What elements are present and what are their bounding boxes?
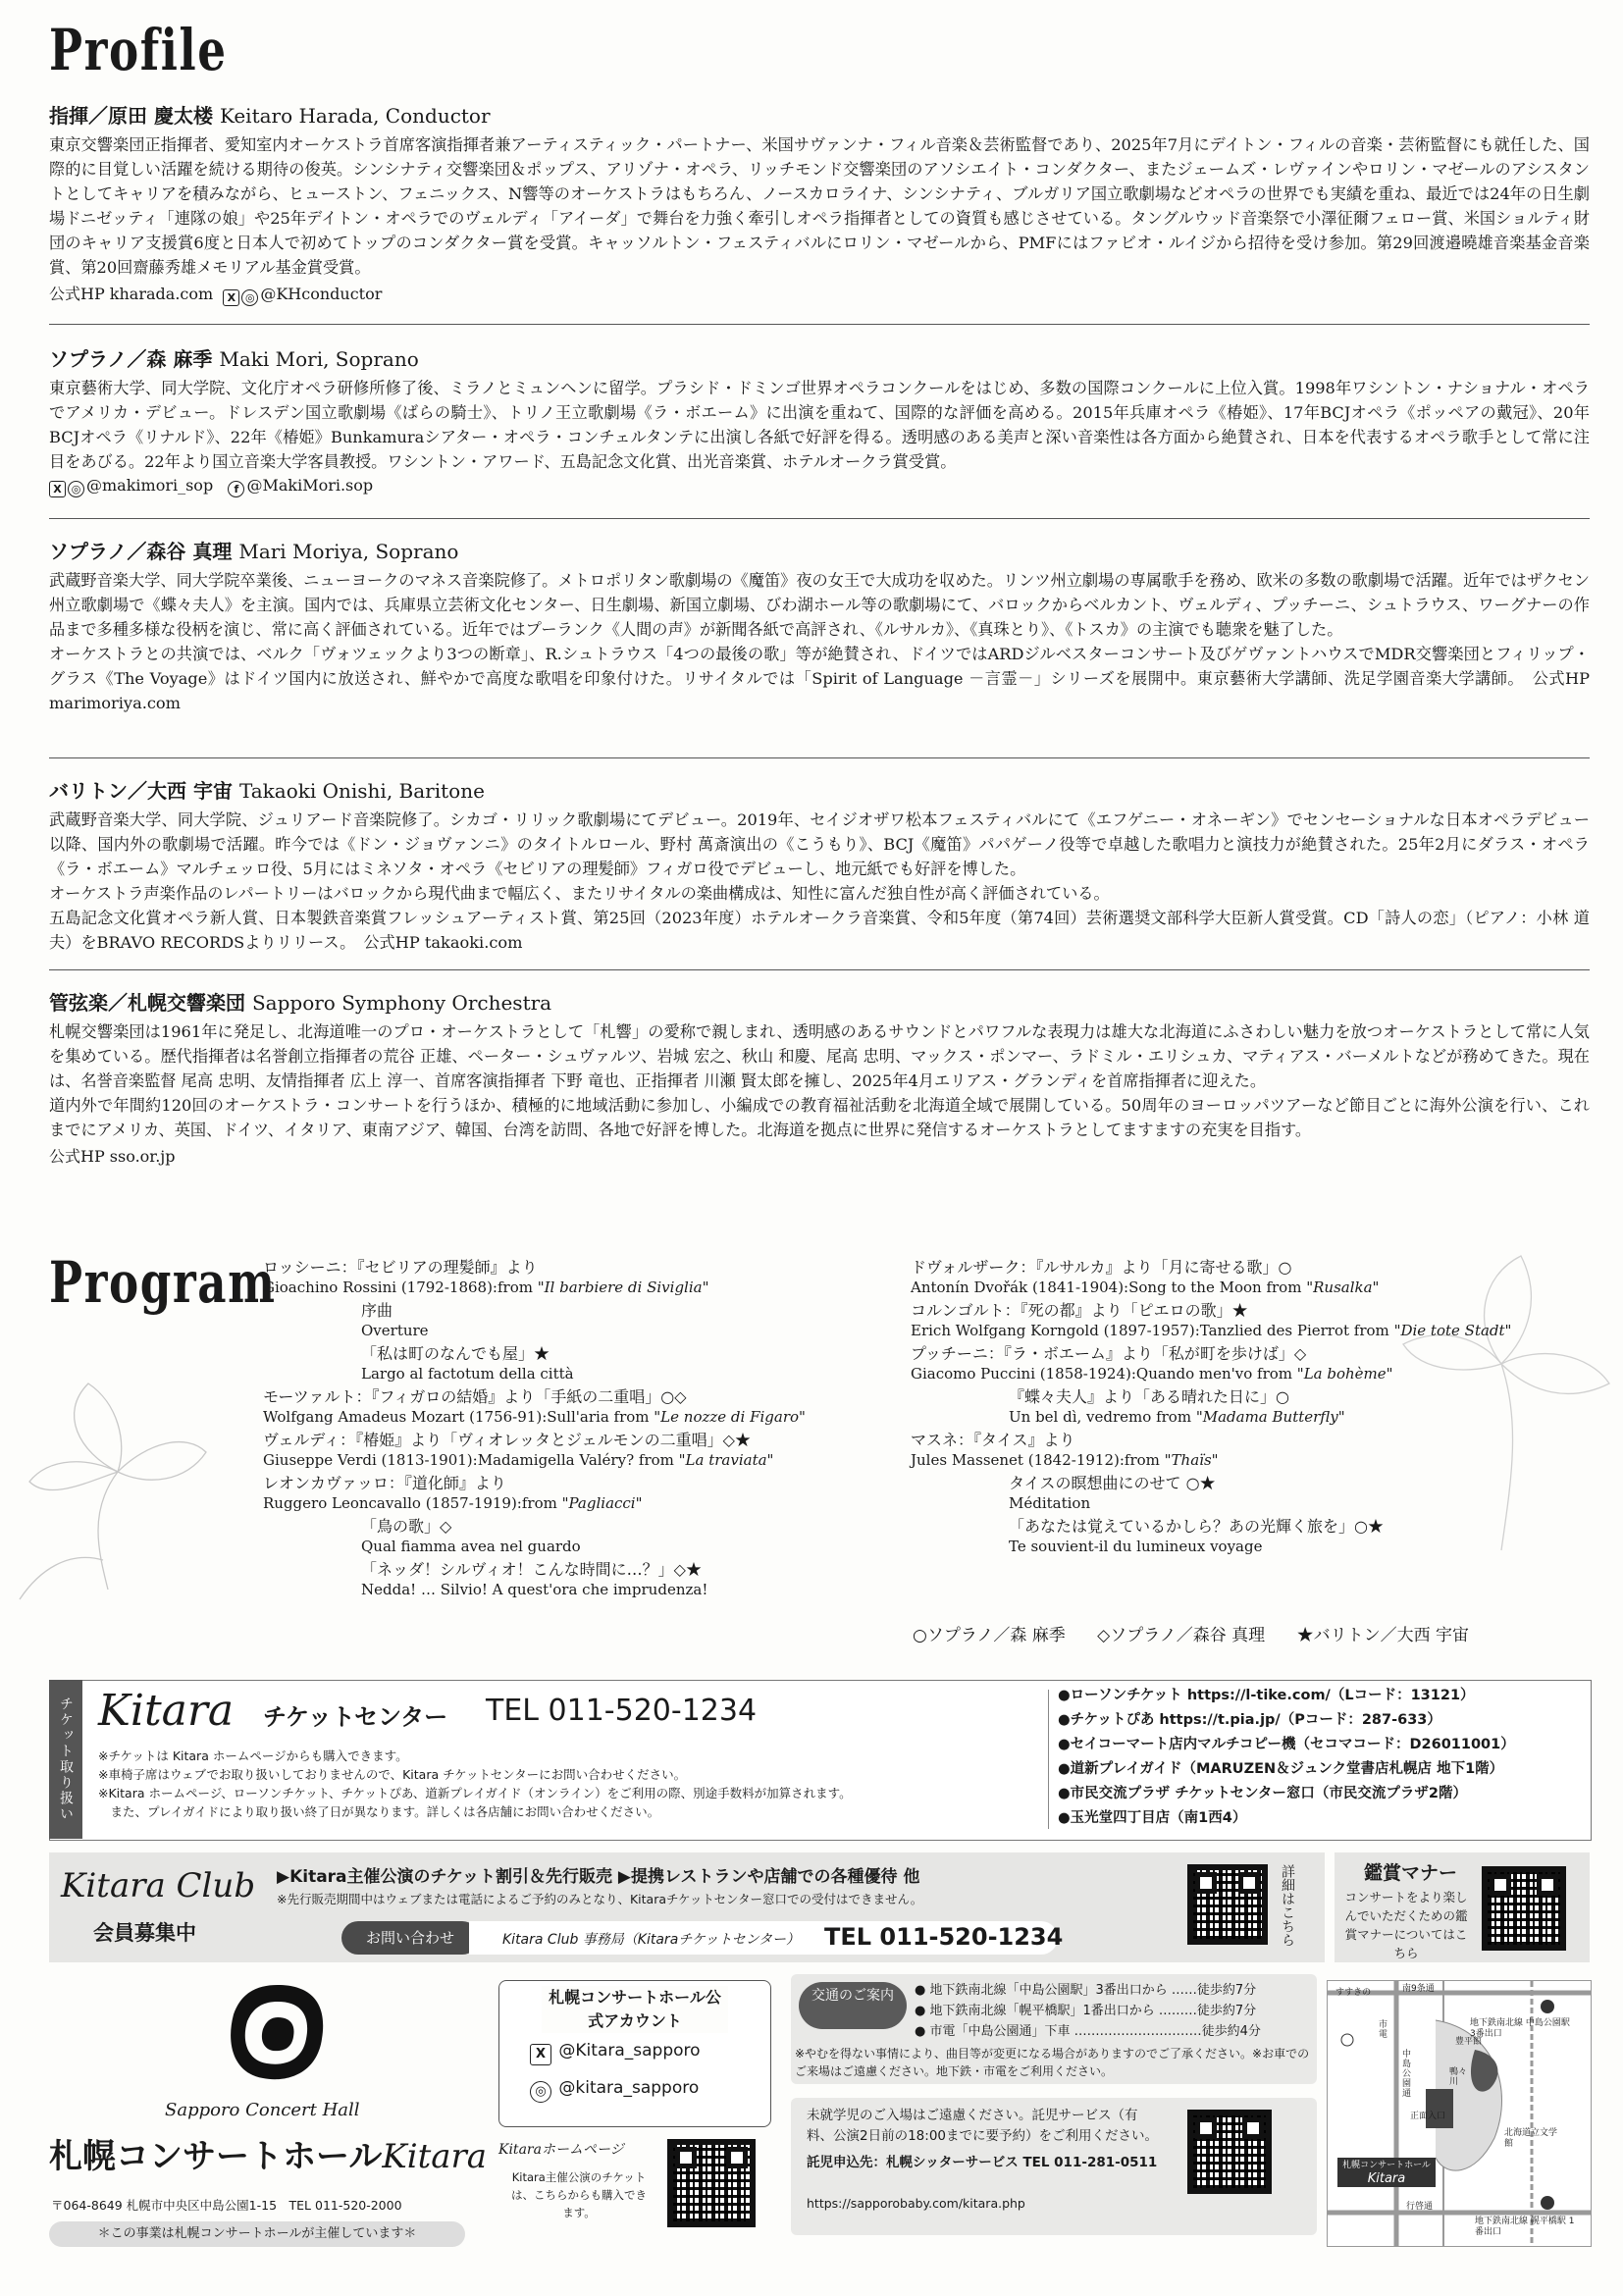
map-hall-logo: Kitara [1367,2171,1406,2186]
program-item [911,1517,1539,1556]
outlet-item: ●道新プレイガイド（MARUZEN＆ジュンク堂書店札幌店 地下1階） [1058,1761,1504,1777]
program-item-en [263,1493,891,1513]
ticket-note: また、プレイガイドにより取り扱い終了日が異なります。詳しくは各店舗にお問い合わせください。 [98,1804,660,1819]
program-item-jp: 「鳥の歌」◇ [361,1517,452,1536]
program-item [263,1560,891,1599]
ticket-note: ※チケットは Kitara ホームページからも購入できます。 [98,1748,408,1763]
program-item [911,1474,1539,1513]
profile-body: 武蔵野音楽大学、同大学院、ジュリアード音楽院修了。シカゴ・リリック歌劇場にてデビュー。2019年、セイジオザワ松本フェスティバルにて《エフゲニー・オネーギン》でセンセーショナルな日本オペラデビュー以降、国内外の歌劇場で活躍。昨今では《ドン・ジョヴァンニ》のタイトルロール、野村 萬斎演出の《こうもり》、BCJ《魔笛》パパゲーノ役等で卓越した歌唱力と演技力が絶賛された。25年2月にダラス・オペラ《ラ・ボエーム》マルチェッロ役、5月にはミネソタ・オペラ《セビリアの理髪師》フィガロ役でデビューし、地元紙でも好評を博した。 [49,810,1590,878]
program-item-en [361,1364,891,1383]
profile-soprano-moriya [49,536,1590,715]
ticket-outlets [1058,1684,1588,1831]
outlet-item: ●玉光堂四丁目店（南1西4） [1058,1810,1247,1826]
profile-title-jp: ソプラノ／森谷 真理 [49,540,233,563]
program-item [263,1344,891,1383]
sns-hp-label: Kitaraホームページ [498,2142,624,2158]
map-label: 鴨々川 [1449,2067,1468,2087]
profile-title-en: Takaoki Onishi, Baritone [238,779,485,803]
program-item-en-text: Giacomo Puccini (1858-1924):Quando men'vo from [911,1365,1297,1383]
club-benefits: ▶Kitara主催公演のチケット割引＆先行販売 ▶提携レストランや店舗での各種優待 他 [277,1867,920,1887]
program-item [263,1258,891,1297]
ticket-note: ※Kitara ホームページ、ローソンチケット、チケットぴあ、道新プレイガイド（オンライン）をご利用の際、別途手数料が加算されます。 [98,1786,852,1800]
program-item [263,1301,891,1340]
program-item-en-text: Te souvient-il du lumineux voyage [1009,1538,1263,1555]
divider [49,324,1590,325]
performer-legend [913,1621,1469,1645]
profile-title-jp: 指揮／原田 慶太楼 [49,104,213,128]
access-label: 交通のご案内 [799,1982,907,2029]
program-item-jp: レオンカヴァッロ：『道化師』より [263,1474,506,1492]
program-item-en-text: Antonín Dvořák (1841-1904):Song to the Moon from [911,1278,1307,1296]
club-qr-code[interactable] [1187,1864,1268,1945]
program-item-en-text: Gioachino Rossini (1792-1868):from [263,1278,538,1296]
x-icon: X [49,481,66,497]
x-icon: X [223,289,239,306]
sns-title: 札幌コンサートホール公式アカウント [542,1986,728,2033]
club-tel[interactable]: TEL 011-520-1234 [824,1923,1064,1951]
program-item-jp: マスネ：『タイス』より [911,1431,1075,1449]
map-label: 北海道立文学館 [1504,2128,1558,2149]
outlet-item[interactable]: ●チケットぴあ https://t.pia.jp/（Pコード：287-633） [1058,1712,1441,1728]
map-label: 地下鉄南北線 幌平橋駅 1番出口 [1475,2217,1575,2237]
map-label: 豊平館 [1455,2037,1483,2047]
ticket-side-label: チケット取り扱い [49,1680,82,1839]
program-item-en-text: Largo al factotum della città [361,1365,574,1383]
profile-body-2: オーケストラ声楽作品のレパートリーはバロックから現代曲まで幅広く、またリサイタルの楽曲構成は、知性に富んだ独自性が高く評価されている。 [49,884,1110,903]
sns-x-handle[interactable]: @Kitara_sapporo [558,2041,701,2061]
program-item-en-text: Giuseppe Verdi (1813-1901):Madamigella Valéry? from [263,1451,679,1469]
access-note: ※やむを得ない事情により、曲目等が変更になる場合がありますのでご了承ください。※お車でのご来場はご遠慮ください。地下鉄・市電をご利用ください。 [795,2047,1310,2078]
program-heading: Program [49,1249,277,1316]
program-item-en-text: Erich Wolfgang Korngold (1897-1957):Tanzlied des Pierrot from [911,1322,1394,1339]
program-item-opera-title: "La bohème" [1296,1365,1393,1383]
divider [1048,1690,1049,1829]
instagram-icon: ◎ [68,481,84,497]
access-line: ● 市電「中島公園通」下車 …………………………徒歩約4分 [915,2024,1261,2039]
divider [49,757,1590,758]
program-item-opera-title: "Le nozze di Figaro" [654,1408,806,1426]
access-map [1327,1980,1592,2247]
access-lines [915,1980,1307,2042]
profile-conductor [49,100,1590,306]
program-item [911,1344,1539,1383]
program-item-en [1009,1493,1539,1513]
program-item-jp: 『蝶々夫人』より「ある晴れた日に」○ [1009,1387,1289,1406]
program-item-en-text: Ruggero Leoncavallo (1857-1919):from [263,1494,562,1512]
program-item-jp: コルンゴルト：『死の都』より「ピエロの歌」★ [911,1301,1248,1320]
program-item-en [911,1278,1539,1297]
profile-title-jp: ソプラノ／森 麻季 [49,347,213,371]
instagram-icon: ◎ [241,289,258,306]
program-item-jp: ヴェルディ：『椿姫』より「ヴィオレッタとジェルモンの二重唱」◇★ [263,1431,751,1449]
program-item-en-text: Méditation [1009,1494,1091,1512]
program-item-en [1009,1537,1539,1556]
hall-address: 〒064-8649 札幌市中央区中島公園1-15 TEL 011-520-2000 [51,2198,402,2213]
social-handle[interactable]: @KHconductor [260,285,383,303]
profile-title-en: Maki Mori, Soprano [219,347,419,371]
homepage-link[interactable]: 公式HP kharada.com [49,285,214,303]
map-label: 正面入口 [1410,2112,1446,2121]
program-item-en-text: Overture [361,1322,429,1339]
divider [49,518,1590,519]
program-item-jp: 序曲 [361,1301,393,1320]
sns-hp-note: Kitara主催公演のチケットは、こちらからも購入できます。 [511,2170,647,2219]
profile-heading: Profile [49,17,228,83]
ticket-note: ※車椅子席はウェブでお取り扱いしておりませんので、Kitara チケットセンターにお問い合わせください。 [98,1767,687,1782]
program-right-column [911,1258,1539,1560]
program-item [911,1387,1539,1427]
facebook-icon: f [228,481,244,497]
map-label: 地下鉄南北線 中島公園駅 3番出口 [1470,2018,1570,2039]
social-handle[interactable]: @makimori_sop [86,476,214,495]
program-item-jp: タイスの瞑想曲にのせて ○★ [1009,1474,1216,1492]
kitara-logo: Kitara [98,1686,235,1736]
manner-qr-code[interactable] [1482,1866,1566,1951]
program-item-en [361,1537,891,1556]
program-item-en-text: Un bel dì, vedremo from [1009,1408,1196,1426]
hall-name-jp: 札幌コンサートホール [49,2137,383,2176]
outlet-item: ●市民交流プラザ チケットセンター窓口（市民交流プラザ2階） [1058,1786,1467,1801]
childcare-qr-code[interactable] [1187,2110,1272,2194]
profile-body: 東京交響楽団正指揮者、愛知室内オーケストラ首席客演指揮者兼アーティスティック・パートナー、米国サヴァンナ・フィル音楽＆芸術監督であり、2025年7月にデイトン・フィルの音楽・芸術監督にも就任した、国際的に目覚しい活躍を続ける期待の俊英。シンシナティ交響楽団＆ポップス、アリゾナ・オペラ、リッチモンド交響楽団のアソシエイト・コンダクター、またジェームズ・レヴァインやロリン・マゼールのアシスタントとしてキャリアを積みながら、ヒューストン、フェニックス、N響等のオーケストラはもちろん、ノースカロライナ、シンシナティ、ブルガリア国立歌劇場などオペラの世界でも実績を重ね、最近では24年の日生劇場ドニゼッティ「連隊の娘」や25年デイトン・オペラでのヴェルディ「アイーダ」で舞台を力強く牽引しオペラ指揮者としての資質も感じさせている。タングルウッド音楽祭で小澤征爾フェロー賞、米国ショルティ財団のキャリア支援賞6度と日本人で初めてトップのコンダクター賞を受賞。キャッソルトン・フェスティバルにロリン・マゼールから、PMFにはファビオ・ルイジから招待を受け参加。第29回渡邉曉雄音楽基金音楽賞、第20回齋藤秀雄メモリアル基金賞受賞。 [49,135,1590,277]
club-detail-label: 詳細はこちら [1280,1864,1295,1947]
profile-orchestra [49,987,1590,1167]
program-item-jp: 「ネッダ！シルヴィオ！こんな時間に…？」◇★ [361,1560,702,1579]
childcare-url[interactable]: https://sapporobaby.com/kitara.php [807,2196,1025,2211]
hall-name-en: Sapporo Concert Hall [165,2100,360,2120]
x-icon: X [530,2044,551,2065]
program-item-jp: プッチーニ：『ラ・ボエーム』より「私が町を歩けば」◇ [911,1344,1307,1363]
map-label: 南9条通 [1402,1984,1435,1994]
program-item-en [263,1407,891,1427]
program-item-en [1009,1407,1539,1427]
program-item-en [361,1580,891,1599]
program-item [911,1258,1539,1297]
outlet-item: ●セイコーマート店内マルチコピー機（セコマコード：D26011001） [1058,1737,1515,1752]
program-item-en [263,1278,891,1297]
program-item-opera-title: "Rusalka" [1306,1278,1380,1296]
profile-body: 武蔵野音楽大学、同大学院卒業後、ニューヨークのマネス音楽院修了。メトロポリタン歌劇場の《魔笛》夜の女王で大成功を収めた。リンツ州立劇場の専属歌手を務め、欧米の多数の歌劇場で活躍。近年ではザクセン州立歌劇場で《蝶々夫人》を主演。国内では、兵庫県立芸術文化センター、日生劇場、新国立劇場、びわ湖ホール等の歌劇場にて、バロックからベルカント、ヴェルディ、プッチーニ、シュトラウス、ワーグナーの作品まで多種多様な役柄を演じ、常に高く評価されている。近年ではプーランク《人間の声》が新聞各紙で高評され、《ルサルカ》、《真珠とり》、《トスカ》の主演でも聴衆を魅了した。 [49,571,1590,639]
program-item [263,1474,891,1513]
homepage-qr-code[interactable] [667,2139,756,2227]
program-item [263,1431,891,1470]
club-recruit-label: 会員募集中 [93,1921,196,1945]
profile-title-jp: 管弦楽／札幌交響楽団 [49,991,245,1015]
map-hall-label: 札幌コンサートホール [1342,2161,1431,2170]
profile-title-en: Mari Moriya, Soprano [238,540,459,563]
club-office: Kitara Club 事務局（Kitaraチケットセンター） [502,1932,801,1948]
program-item-jp: 「あなたは覚えているかしら？あの光輝く旅を」○★ [1009,1517,1384,1536]
map-label: 中島公園通 [1402,2050,1412,2099]
legend-item: ○ソプラノ／森 麻季 [913,1626,1066,1645]
childcare-contact[interactable]: 託児申込先：札幌シッターサービス TEL 011-281-0511 [807,2155,1158,2170]
profile-body: 東京藝術大学、同大学院、文化庁オペラ研修所修了後、ミラノとミュンヘンに留学。プラシド・ドミンゴ世界オペラコンクールをはじめ、多数の国際コンクールに上位入賞。1998年ワシントン・ナショナル・オペラでアメリカ・デビュー。ドレスデン国立歌劇場《ばらの騎士》、トリノ王立歌劇場《ラ・ボエーム》に出演を重ねて、国際的な評価を高める。2015年兵庫オペラ《椿姫》、17年BCJオペラ《ポッペアの戴冠》、20年BCJオペラ《リナルド》、22年《椿姫》Bunkamuraシアター・オペラ・コンチェルタンテに出演し各紙で好評を得る。透明感のある美声と深い音楽性は各方面から絶賛され、日本を代表するオペラ歌手として常に注目をあびる。22年より国立音楽大学客員教授。ワシントン・アワード、五島記念文化賞、出光音楽賞、ホテルオークラ賞受賞。 [49,379,1590,471]
magnolia-illustration [0,1364,226,1619]
program-item-en-text: Wolfgang Amadeus Mozart (1756-91):Sull'aria from [263,1408,654,1426]
program-item [263,1387,891,1427]
program-item-opera-title: "Pagliacci" [561,1494,643,1512]
program-item-en-text: Nedda! … Silvio! A quest'ora che imprudenza! [361,1581,708,1598]
profile-title-en: Sapporo Symphony Orchestra [251,991,552,1015]
program-item-en [361,1321,891,1340]
ticket-center-tel[interactable]: TEL 011-520-1234 [486,1694,758,1728]
ticket-notes [98,1747,1030,1821]
program-item-en [911,1321,1539,1340]
kitara-club-logo: Kitara Club [61,1866,256,1905]
profile-body: 札幌交響楽団は1961年に発足し、北海道唯一のプロ・オーケストラとして「札響」の愛称で親しまれ、透明感のあるサウンドとパワフルな表現力は雄大な北海道にふさわしい魅力を放つオーケストラとして常に人気を集めている。歴代指揮者は名誉創立指揮者の荒谷 正雄、ペーター・シュヴァルツ、岩城 宏之、秋山 和慶、尾高 忠明、マックス・ポンマー、ラドミル・エリシュカ、マティアス・バーメルトなどが務めてきた。現在は、名誉音楽監督 尾高 忠明、友情指揮者 広上 淳一、首席客演指揮者 下野 竜也、正指揮者 川瀬 賢太郎を擁し、2025年4月エリアス・グランディを首席指揮者に迎えた。 [49,1022,1590,1090]
program-item-opera-title: "Madama Butterfly" [1195,1408,1345,1426]
profile-title-en: Keitaro Harada, Conductor [219,104,491,128]
divider [49,969,1590,970]
hall-footer-note: ＊この事業は札幌コンサートホールが主催しています＊ [49,2221,465,2247]
sapporo-concert-hall-logo-icon [224,1980,332,2088]
program-item-opera-title: "Il barbiere di Siviglia" [537,1278,709,1296]
homepage-link[interactable]: 公式HP sso.or.jp [49,1147,176,1166]
map-label: すすきの [1335,1988,1372,1998]
program-item-opera-title: "La traviata" [678,1451,774,1469]
facebook-handle[interactable]: @MakiMori.sop [246,476,374,495]
outlet-item[interactable]: ●ローソンチケット https://l-tike.com/（Lコード：13121） [1058,1688,1475,1703]
program-item-jp: 「私は町のなんでも屋」★ [361,1344,550,1363]
profile-baritone [49,775,1590,955]
profile-title-jp: バリトン／大西 宇宙 [49,779,233,803]
manner-text: コンサートをより楽しんでいただくための鑑賞マナーについてはこちら [1344,1890,1468,1960]
program-item [911,1301,1539,1340]
profile-body-2: 道内外で年間約120回のオーケストラ・コンサートを行うほか、積極的に地域活動に参加し、小編成での教育福祉活動を北海道全域で展開している。50周年のヨーロッパツアーなど節目ごとに海外公演を行い、これまでにアメリカ、英国、ドイツ、イタリア、東南アジア、韓国、台湾を訪問、各地で好評を博した。北海道を拠点に世界に発信するオーケストラとしてますますの充実を目指す。 [49,1096,1590,1139]
profile-body-3: 五島記念文化賞オペラ新人賞、日本製鉄音楽賞フレッシュアーティスト賞、第25回（2023年度）ホテルオークラ音楽賞、令和5年度（第74回）芸術選奨文部科学大臣新人賞受賞。CD「詩人の恋」（ピアノ：小林 道夫）をBRAVO RECORDSよりリリース。 公式HP takaoki.com [49,909,1590,952]
manner-title: 鑑賞マナー [1364,1862,1458,1884]
instagram-icon: ◎ [530,2081,551,2103]
program-item-jp: モーツァルト：『フィガロの結婚』より「手紙の二重唱」○◇ [263,1387,687,1406]
access-line: ● 地下鉄南北線「幌平橋駅」1番出口から ………徒歩約7分 [915,2004,1257,2018]
program-item-en-text: Qual fiamma avea nel guardo [361,1538,581,1555]
program-item [263,1517,891,1556]
map-label: 市電 [1379,2020,1388,2040]
hall-kitara-logo: Kitara [382,2137,488,2176]
map-label: 行啓通 [1406,2202,1434,2212]
sns-ig-handle[interactable]: @kitara_sapporo [558,2078,700,2098]
program-item-opera-title: "Thaïs" [1164,1451,1219,1469]
program-item-opera-title: "Die tote Stadt" [1393,1322,1512,1339]
profile-body-2: オーケストラとの共演では、ベルク「ヴォツェックより3つの断章」、R.シュトラウス「4つの最後の歌」等が絶賛され、ドイツではARDジルベスターコンサート及びゲヴァントハウスでMDR交響楽団とフィリップ・グラス《The Voyage》はドイツ国内に放送され、鮮やかで高度な歌唱を印象付けた。リサイタルでは「Spirit of Language －言霊－」シリーズを展開中。東京藝術大学講師、洗足学園音楽大学講師。 公式HP marimoriya.com [49,645,1590,712]
program-item-jp: ドヴォルザーク：『ルサルカ』より「月に寄せる歌」○ [911,1258,1292,1277]
program-item-en-text: Jules Massenet (1842-1912):from [911,1451,1165,1469]
access-line: ● 地下鉄南北線「中島公園駅」3番出口から ……徒歩約7分 [915,1983,1257,1998]
program-item-en [911,1450,1539,1470]
program-left-column [263,1258,891,1603]
club-note: ※先行販売期間中はウェブまたは電話によるご予約のみとなり、Kitaraチケットセンター窓口での受付はできません。 [277,1892,923,1906]
legend-item: ★バリトン／大西 宇宙 [1296,1626,1469,1645]
program-item [911,1431,1539,1470]
program-item-en [263,1450,891,1470]
childcare-text: 未就学児のご入場はご遠慮ください。託児サービス（有料、公演2日前の18:00までに要予約）をご利用ください。 [807,2108,1158,2144]
program-item-en [911,1364,1539,1383]
program-item-jp: ロッシーニ：『セビリアの理髪師』より [263,1258,538,1277]
contact-button[interactable]: お問い合わせ [341,1921,479,1955]
profile-soprano-mori [49,343,1590,497]
ticket-center-label: チケットセンター [263,1703,448,1731]
legend-item: ◇ソプラノ／森谷 真理 [1097,1626,1266,1645]
